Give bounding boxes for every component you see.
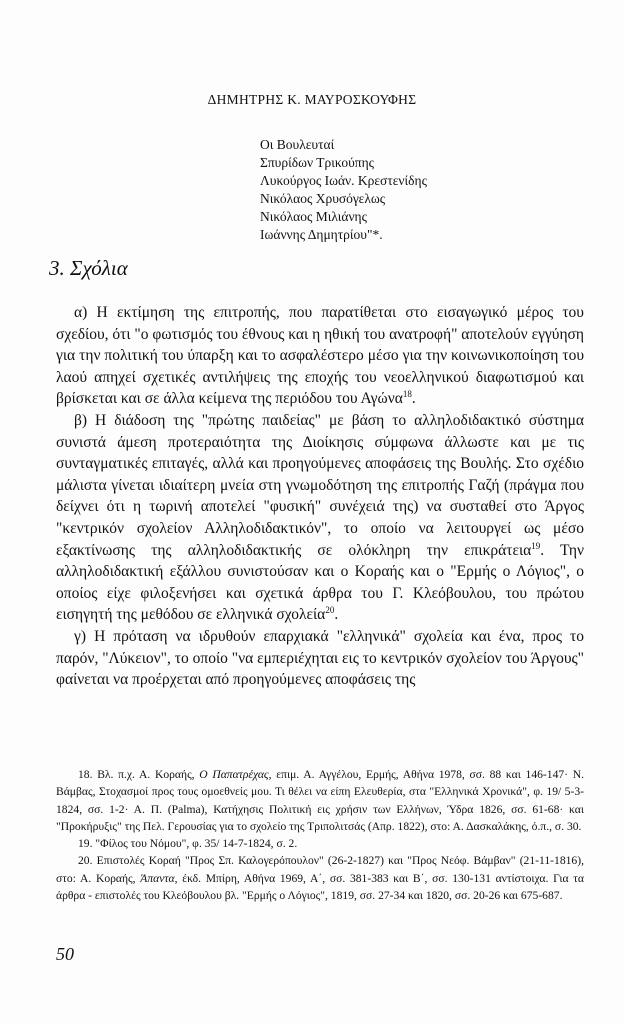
footnote-18-title: Ο Παπατρέχας bbox=[199, 768, 269, 781]
footnote-20-title: Άπαντα bbox=[140, 871, 175, 885]
paragraph-b-tail: . bbox=[334, 606, 339, 624]
section-title: 3. Σχόλια bbox=[49, 256, 128, 280]
footnote-18 bbox=[56, 766, 584, 835]
signatory-line: Λυκούργος Ιωάν. Κρεστενίδης bbox=[260, 173, 427, 188]
running-head bbox=[0, 92, 624, 108]
signatory-line: Ιωάννης Δημητρίου"*. bbox=[260, 227, 383, 242]
footnote-19-text: 19. "Φίλος του Νόμου", φ. 35/ 14-7-1824, σ. 2. bbox=[78, 837, 298, 851]
footnote-ref-20: 20 bbox=[325, 605, 335, 616]
paragraph-a-text: α) Η εκτίμηση της επιτροπής, που παρατίθεται στο εισαγωγικό μέρος του σχεδίου, ότι "ο φωτισμός του έθνους και η ηθική του ανατροφή" αποτελούν εγγύηση για την πολιτική του ύπαρξη και το ασφαλέστερο μέσο για την κοινωνικοποίηση του λαού απηχεί σχετικές αντιλήψεις της εποχής του νεοελληνικού διαφωτισμού και βρίσκεται και σε άλλα κείμενα της περιόδου του Αγώνα bbox=[56, 304, 585, 408]
signatory-line: Νικόλαος Μιλιάνης bbox=[260, 209, 367, 224]
footnotes bbox=[56, 766, 584, 904]
signatory-line: Σπυρίδων Τρικούπης bbox=[260, 155, 374, 170]
body-text bbox=[56, 302, 584, 691]
paragraph-b-text-1: β) Η διάδοση της "πρώτης παιδείας" με βάση το αλληλοδιδακτικό σύστημα συνιστά άμεση προτεραιότητα της Διοίκησις σύμφωνα άλλωστε και με τις συνταγματικές επιταγές, αλλά και προηγούμενες αποφάσεις της Βουλής. Στο σχέδιο μάλιστα γίνεται ιδιαίτερη μνεία στη γνωμοδότηση της επιτροπής Γαζή (πράγμα που δείχνει ότι η τωρινή αποτελεί "φυσική" συνέχειά της) να συσταθεί στο Άργος "κεντρικόν σχολείον Αλληλοδιδακτικόν", το οποίο να λειτουργεί ως μέσο εξακτίνωσης της αλληλοδιδακτικής σε ολόκληρη την επικράτεια bbox=[56, 411, 584, 559]
paragraph-a bbox=[56, 302, 584, 410]
footnote-18-text-rest: , επιμ. Α. Αγγέλου, Ερμής, Αθήνα 1978, σσ. 88 και 146-147· Ν. Βάμβας, Στοχασμοί προς τους ομοεθνείς μου. Τι θέλει να είπη Ελευθερία, στα "Ελληνικά Χρονικά", φ. 19/ 5-3-1824, σσ. 1-2· Α. Π. (Palma), Κατήχησις Πολιτική εις χρήσιν των Ελλήνων, Ύδρα 1826, σσ. 61-68· και "Προκήρυξις" της Πελ. Γερουσίας για το σχολείο της Τριπολιτσάς (Απρ. 1822), στο: Α. Δασκαλάκης, ό.π., σ. 30. bbox=[56, 768, 585, 833]
footnote-ref-18: 18 bbox=[402, 389, 412, 400]
signatory-line: Οι Βουλευταί bbox=[260, 137, 335, 152]
paragraph-c-text: γ) Η πρόταση να ιδρυθούν επαρχιακά "ελληνικά" σχολεία και ένα, προς το παρόν, "Λύκειον", το οποίο "να εμπεριέχηται εις το κεντρικόν σχολείον του Άργους" φαίνεται να προέρχεται από προηγούμενες αποφάσεις της bbox=[56, 627, 584, 689]
paragraph-b bbox=[56, 410, 584, 626]
paragraph-a-tail: . bbox=[411, 390, 416, 408]
footnote-20-text: 20. Επιστολές Κοραή "Προς Σπ. Καλογερόπουλον" (26-2-1827) και "Προς Νεόφ. Βάμβαν" (21-11-1816), στο: Α. Κοραής, bbox=[56, 854, 584, 885]
footnote-19 bbox=[56, 835, 584, 852]
footnote-20 bbox=[56, 852, 584, 904]
signatories-block bbox=[260, 136, 427, 244]
signatory-line: Νικόλαος Χρυσόγελως bbox=[260, 191, 386, 206]
footnote-18-text: 18. Βλ. π.χ. Α. Κοραής, bbox=[78, 768, 200, 781]
paragraph-b-text-2: . Την αλληλοδιδακτική εξάλλου συνιστούσαν και ο Κοραής και ο "Ερμής ο Λόγιος", ο οποίος είχε φιλοξενήσει και σχετικά άρθρα του Γ. Κλεόβουλου, του πρώτου εισηγητή της μεθόδου σε ελληνικά σχολεία bbox=[56, 541, 585, 624]
paragraph-c bbox=[56, 626, 584, 691]
footnote-20-text-rest: , έκδ. Μπίρη, Αθήνα 1969, Α΄, σσ. 381-383 και Β΄, σσ. 130-131 αντίστοιχα. Για τα άρθρα - επιστολές του Κλεόβουλου βλ. "Ερμής ο Λόγιος", 1819, σσ. 27-34 και 1820, σσ. 20-26 και 675-687. bbox=[56, 871, 584, 903]
page-number: 50 bbox=[56, 944, 74, 964]
footnote-ref-19: 19 bbox=[531, 540, 541, 551]
running-head-text: ΔΗΜΗΤΡΗΣ Κ. ΜΑΥΡΟΣΚΟΥΦΗΣ bbox=[207, 92, 417, 107]
